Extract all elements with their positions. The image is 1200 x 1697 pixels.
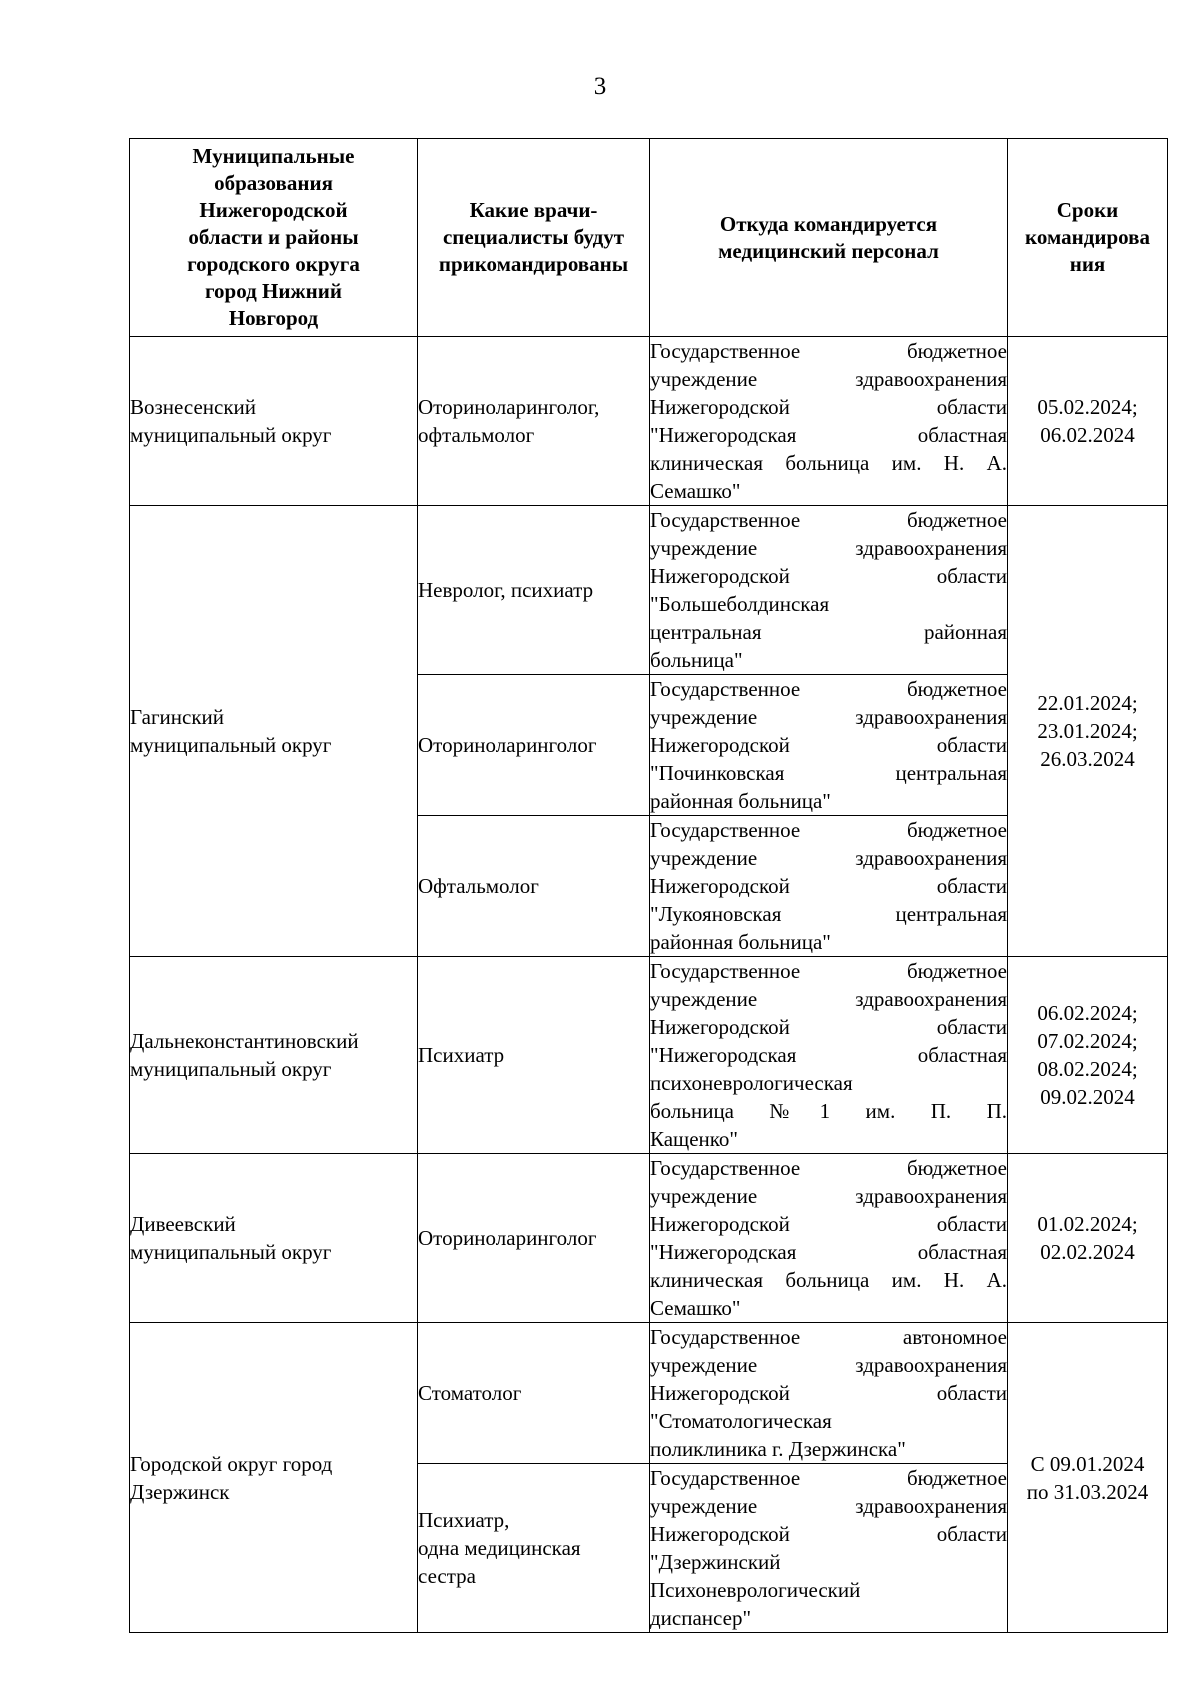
organization-cell — [650, 337, 1008, 506]
cell-line: Семашко" — [650, 479, 741, 503]
organization-cell — [650, 675, 1008, 816]
cell-line: центральная районная — [650, 620, 1007, 644]
cell-line: муниципальный округ — [130, 733, 332, 757]
cell-line: "Стоматологическая — [650, 1409, 832, 1433]
cell-line: 08.02.2024; — [1037, 1057, 1138, 1081]
cell-line: 05.02.2024; — [1037, 395, 1138, 419]
cell-line: 09.02.2024 — [1040, 1085, 1135, 1109]
specialists-cell — [418, 1464, 650, 1633]
cell-line: Нижегородской области — [650, 1381, 1007, 1405]
cell-line: муниципальный округ — [130, 1240, 332, 1264]
cell-line: 26.03.2024 — [1040, 747, 1135, 771]
dates-cell — [1008, 337, 1168, 506]
cell-line: Психиатр — [418, 1043, 505, 1067]
cell-line: поликлиника г. Дзержинска" — [650, 1437, 906, 1461]
municipality-cell — [130, 1323, 418, 1633]
cell-line: Государственное бюджетное — [650, 959, 1007, 983]
cell-line: Кащенко" — [650, 1127, 738, 1151]
cell-line: Нижегородской области — [650, 1212, 1007, 1236]
cell-line: Психиатр, — [418, 1508, 510, 1532]
cell-line: по 31.03.2024 — [1026, 1479, 1149, 1504]
municipality-cell — [130, 957, 418, 1154]
dates-cell — [1008, 1154, 1168, 1323]
cell-line: Дивеевский — [130, 1212, 236, 1236]
cell-line: учреждение здравоохранения — [650, 536, 1007, 560]
cell-line: Невролог, психиатр — [418, 578, 594, 602]
cell-line: 06.02.2024 — [1040, 423, 1135, 447]
table-row — [130, 506, 1168, 675]
cell-line: учреждение здравоохранения — [650, 1353, 1007, 1377]
cell-line: Оториноларинголог — [418, 733, 597, 757]
cell-line: Психоневрологический — [650, 1578, 861, 1602]
cell-line: Государственное бюджетное — [650, 508, 1007, 532]
cell-line: одна медицинская — [418, 1536, 581, 1560]
cell-line: больница" — [650, 648, 743, 672]
cell-line: Гагинский — [130, 705, 225, 729]
municipality-cell — [130, 1154, 418, 1323]
cell-line: муниципальный округ — [130, 1057, 332, 1081]
cell-line: учреждение здравоохранения — [650, 1494, 1007, 1518]
cell-line: больница №1 им. П. П. — [650, 1099, 1007, 1123]
header-line: городского округа — [187, 252, 360, 276]
cell-line: С 09.01.2024 — [1030, 1451, 1145, 1476]
cell-line: 23.01.2024; — [1037, 719, 1138, 743]
organization-cell — [650, 1323, 1008, 1464]
cell-line: Государственное бюджетное — [650, 818, 1007, 842]
header-line: Муниципальные — [192, 144, 355, 168]
cell-line: учреждение здравоохранения — [650, 367, 1007, 391]
header-line: образования — [214, 171, 333, 195]
specialists-cell — [418, 337, 650, 506]
cell-line: Стоматолог — [418, 1381, 522, 1405]
cell-line: "Нижегородская областная — [650, 423, 1007, 447]
header-line: командирова — [1025, 225, 1150, 249]
cell-line: 07.02.2024; — [1037, 1029, 1138, 1053]
cell-line: "Лукояновская центральная — [650, 902, 1007, 926]
header-line: город Нижний — [205, 279, 342, 303]
cell-line: "Дзержинский — [650, 1550, 781, 1574]
cell-line: учреждение здравоохранения — [650, 705, 1007, 729]
header-line: Какие врачи- — [469, 198, 598, 222]
organization-cell — [650, 1154, 1008, 1323]
cell-line: Городской округ город — [130, 1451, 333, 1476]
header-organization — [650, 139, 1008, 337]
assignments-table — [129, 138, 1168, 1633]
organization-cell — [650, 816, 1008, 957]
cell-line: диспансер" — [650, 1606, 752, 1630]
cell-line: Офтальмолог — [418, 874, 539, 898]
header-line: медицинский персонал — [718, 238, 939, 263]
cell-line: Нижегородской области — [650, 395, 1007, 419]
municipality-cell — [130, 506, 418, 957]
cell-line: районная больница" — [650, 930, 831, 954]
cell-line: районная больница" — [650, 789, 831, 813]
table-header-row — [130, 139, 1168, 337]
header-line: Откуда командируется — [719, 211, 938, 236]
cell-line: учреждение здравоохранения — [650, 846, 1007, 870]
cell-line: сестра — [418, 1564, 476, 1588]
cell-line: 22.01.2024; — [1037, 691, 1138, 715]
cell-line: Государственное автономное — [650, 1325, 1007, 1349]
cell-line: "Нижегородская областная — [650, 1240, 1007, 1264]
cell-line: Государственное бюджетное — [650, 677, 1007, 701]
dates-cell — [1008, 506, 1168, 957]
cell-line: Вознесенский — [130, 395, 257, 419]
header-line: области и районы — [188, 225, 359, 249]
header-municipality — [130, 139, 418, 337]
page-number: 3 — [593, 73, 607, 100]
cell-line: Нижегородской области — [650, 1015, 1007, 1039]
cell-line: "Починковская центральная — [650, 761, 1007, 785]
specialists-cell — [418, 1323, 650, 1464]
table-row — [130, 337, 1168, 506]
cell-line: Оториноларинголог, — [418, 395, 600, 419]
dates-cell — [1008, 1323, 1168, 1633]
cell-line: психоневрологическая — [650, 1071, 853, 1095]
cell-line: "Большеболдинская — [650, 592, 830, 616]
cell-line: Нижегородской области — [650, 564, 1007, 588]
cell-line: офтальмолог — [418, 423, 535, 447]
cell-line: муниципальный округ — [130, 423, 332, 447]
header-line: специалисты будут — [442, 225, 625, 249]
table-row — [130, 1154, 1168, 1323]
header-line: ния — [1069, 252, 1106, 276]
cell-line: "Нижегородская областная — [650, 1043, 1007, 1067]
cell-line: 01.02.2024; — [1037, 1212, 1138, 1236]
cell-line: 06.02.2024; — [1037, 1001, 1138, 1025]
cell-line: Нижегородской области — [650, 874, 1007, 898]
cell-line: Государственное бюджетное — [650, 339, 1007, 363]
header-dates — [1008, 139, 1168, 337]
table-row — [130, 1323, 1168, 1464]
specialists-cell — [418, 675, 650, 816]
cell-line: Дзержинск — [130, 1479, 230, 1504]
municipality-cell — [130, 337, 418, 506]
specialists-cell — [418, 506, 650, 675]
header-line: Сроки — [1056, 198, 1119, 222]
cell-line: клиническая больница им. Н. А. — [650, 451, 1007, 475]
header-line: Нижегородской — [199, 198, 348, 222]
cell-line: Дальнеконстантиновский — [130, 1029, 359, 1053]
header-line: Новгород — [228, 306, 319, 330]
specialists-cell — [418, 957, 650, 1154]
table-row — [130, 957, 1168, 1154]
cell-line: Нижегородской области — [650, 733, 1007, 757]
cell-line: Нижегородской области — [650, 1522, 1007, 1546]
cell-line: 02.02.2024 — [1040, 1240, 1135, 1264]
cell-line: Государственное бюджетное — [650, 1156, 1007, 1180]
cell-line: Семашко" — [650, 1296, 741, 1320]
cell-line: учреждение здравоохранения — [650, 987, 1007, 1011]
header-specialists — [418, 139, 650, 337]
cell-line: Оториноларинголог — [418, 1226, 597, 1250]
dates-cell — [1008, 957, 1168, 1154]
specialists-cell — [418, 1154, 650, 1323]
organization-cell — [650, 1464, 1008, 1633]
cell-line: клиническая больница им. Н. А. — [650, 1268, 1007, 1292]
organization-cell — [650, 957, 1008, 1154]
specialists-cell — [418, 816, 650, 957]
cell-line: Государственное бюджетное — [650, 1466, 1007, 1490]
cell-line: учреждение здравоохранения — [650, 1184, 1007, 1208]
organization-cell — [650, 506, 1008, 675]
header-line: прикомандированы — [438, 252, 629, 276]
